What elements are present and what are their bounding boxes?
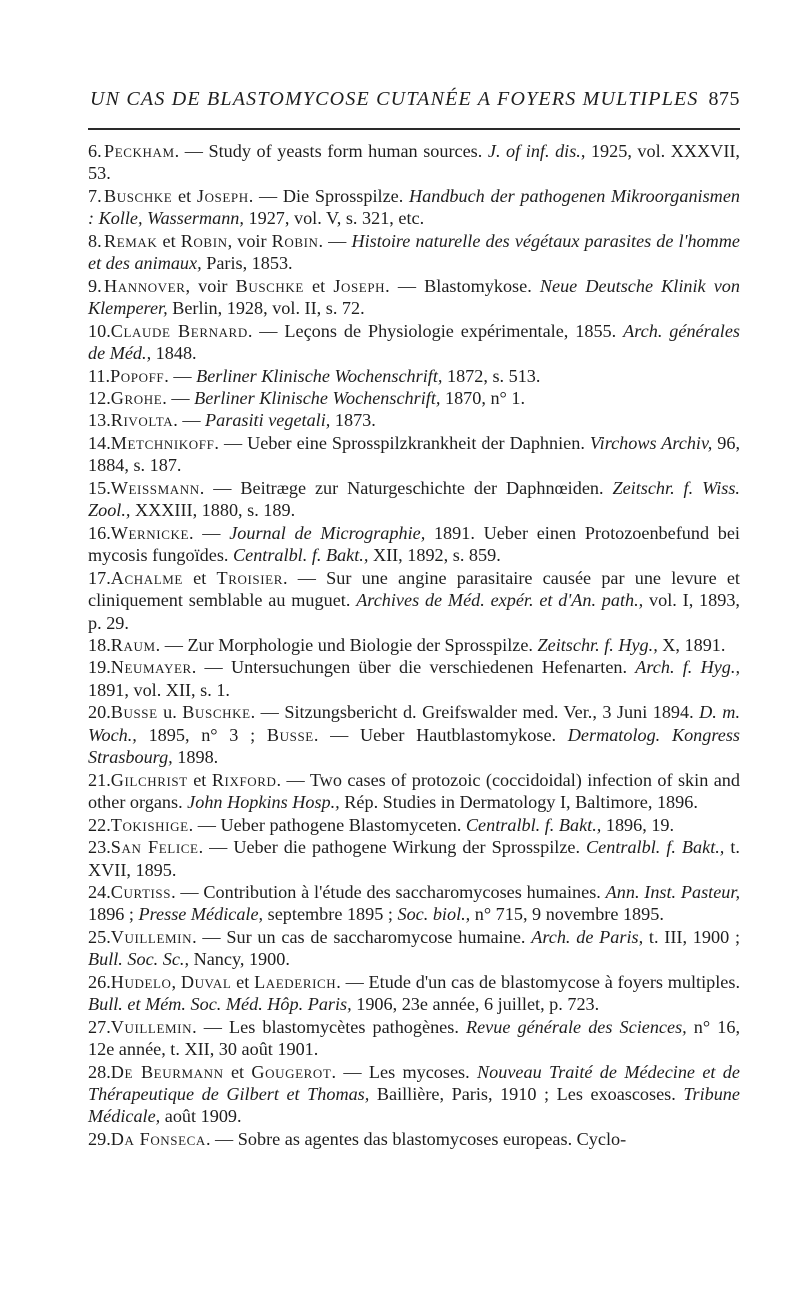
reference-text: t. III, 1900 ; (643, 926, 740, 947)
reference-text: . — (318, 230, 352, 251)
reference-text: 1873. (330, 410, 376, 431)
reference-text: et (182, 567, 217, 588)
reference-text: 1891. Ueber einen Protozoenbefund bei mycosis fungoïdes. (88, 522, 740, 566)
reference-text: août 1909. (160, 1106, 242, 1127)
reference-entry (88, 971, 740, 1016)
author-name: Grohe (110, 387, 163, 408)
running-title: UN CAS DE BLASTOMYCOSE CUTANÉE A FOYERS MULTIPLES (90, 88, 699, 110)
reference-entry (88, 567, 740, 634)
reference-text: XII, 1892, s. 859. (368, 545, 501, 566)
author-name: San Felice (110, 837, 199, 858)
reference-text: . — Sobre as agentes das blastomycoses europeas. Cyclo- (205, 1128, 627, 1149)
reference-entry (88, 185, 740, 230)
reference-entry (88, 409, 740, 431)
author-name: Busse (110, 702, 158, 723)
reference-text: 1891, vol. XII, s. 1. (88, 679, 230, 700)
reference-text: septembre 1895 ; (263, 904, 398, 925)
author-name: Vuillemin (110, 1016, 193, 1037)
reference-text: u. (157, 702, 183, 723)
reference-entry (88, 769, 740, 814)
reference-number: 14. (88, 432, 111, 453)
reference-text: 1927, vol. V, s. 321, etc. (243, 208, 425, 229)
author-name: Buschke (182, 702, 251, 723)
reference-text: et (157, 230, 181, 251)
reference-text: . — (164, 365, 197, 386)
publication-title: Handbuch der pathogenen Mikroorganismen : Kolle, Wassermann, (88, 185, 740, 229)
publication-title: Zeitschr. f. Wiss. Zool., (88, 477, 740, 521)
reference-text: , voir (227, 230, 272, 251)
reference-text: . — Ueber pathogene Blastomyceten. (188, 814, 466, 835)
reference-entry (88, 140, 740, 185)
reference-entry (88, 1128, 740, 1150)
reference-number: 8. (88, 230, 102, 251)
author-name: Hannover (104, 275, 186, 296)
reference-number: 21. (88, 769, 111, 790)
reference-text: Rép. Studies in Dermatology I, Baltimore, 1896. (339, 792, 698, 813)
reference-text: Berlin, 1928, vol. II, s. 72. (167, 298, 365, 319)
publication-title: Nouveau Traité de Médecine et de Thérapeutique de Gilbert et Thomas, (88, 1061, 740, 1105)
publication-title: Revue générale des Sciences, (465, 1016, 687, 1037)
reference-text: . — Beitræge zur Naturgeschichte der Daphnœiden. (199, 477, 613, 498)
reference-number: 24. (88, 881, 111, 902)
author-name: Curtiss (110, 881, 172, 902)
author-name: Hudelo (110, 971, 172, 992)
reference-text: X, 1891. (657, 634, 726, 655)
author-name: Robin (180, 230, 228, 251)
reference-entry (88, 230, 740, 275)
reference-text: t. XVII, 1895. (88, 837, 740, 880)
reference-text: . — Blastomykose. (385, 275, 540, 296)
publication-title: D. m. Woch., (88, 702, 740, 745)
reference-text: n° 16, 12e année, t. XII, 30 août 1901. (88, 1016, 740, 1060)
author-name: Duval (180, 971, 232, 992)
reference-text: . — Sitzungsbericht d. Greifswalder med. Ver., 3 Juni 1894. (250, 702, 700, 723)
publication-title: John Hopkins Hosp., (187, 792, 340, 813)
author-name: Joseph (333, 275, 386, 296)
reference-text: . — Die Sprosspilze. (248, 185, 409, 206)
author-name: Troisier (216, 567, 283, 588)
author-name: Metchnikoff (110, 432, 215, 453)
reference-text: . — Ueber eine Sprosspilzkrankheit der Daphnien. (214, 432, 590, 453)
reference-text: . — (173, 410, 206, 431)
author-name: Achalme (110, 567, 183, 588)
publication-title: Dermatolog. Kongress Strasbourg, (88, 724, 740, 768)
reference-number: 10. (88, 320, 111, 341)
reference-number: 12. (88, 387, 111, 408)
publication-title: Arch. de Paris, (531, 926, 644, 947)
publication-title: Berliner Klinische Wochenschrift, (196, 365, 443, 386)
reference-entry (88, 701, 740, 768)
author-name: Peckham (104, 141, 175, 161)
reference-text: . — Ueber die pathogene Wirkung der Sprosspilze. (198, 837, 587, 858)
reference-number: 29. (88, 1128, 111, 1149)
reference-text: . — Untersuchungen über die verschiedenen Hefenarten. (191, 657, 636, 678)
author-name: Busse (266, 724, 314, 745)
reference-text: 96, 1884, s. 187. (88, 432, 741, 476)
page-number: 875 (708, 88, 740, 110)
reference-entry (88, 634, 740, 656)
publication-title: Soc. biol., (397, 904, 471, 925)
publication-title: Tribune Médicale, (88, 1084, 740, 1127)
reference-text: . — Les blastomycètes pathogènes. (192, 1016, 466, 1037)
reference-entry (88, 814, 740, 836)
reference-number: 26. (88, 971, 111, 992)
reference-entry (88, 275, 740, 320)
author-name: Vuillemin (110, 926, 193, 947)
author-name: Weissmann (110, 477, 200, 498)
publication-title: Centralbl. f. Bakt., (465, 814, 602, 835)
author-name: Neumayer (110, 657, 192, 678)
reference-entry (88, 387, 740, 409)
reference-number: 7. (88, 185, 102, 206)
publication-title: Archives de Méd. expér. et d'An. path., (356, 590, 644, 611)
publication-title: Centralbl. f. Bakt., (233, 545, 369, 566)
publication-title: Arch. f. Hyg., (635, 657, 740, 678)
author-name: Rivolta (110, 410, 174, 431)
reference-number: 20. (88, 702, 111, 723)
reference-number: 9. (88, 275, 102, 296)
reference-number: 23. (88, 837, 111, 858)
publication-title: Presse Médicale, (138, 904, 264, 925)
reference-text: et (303, 275, 334, 296)
reference-text: 1870, n° 1. (440, 387, 526, 408)
reference-text: et (187, 769, 212, 790)
author-name: Joseph (196, 185, 249, 206)
reference-entry (88, 1016, 740, 1061)
publication-title: Centralbl. f. Bakt., (586, 837, 725, 858)
author-name: Robin (271, 230, 319, 251)
author-name: Claude Bernard (110, 320, 248, 341)
reference-text: . — Sur un cas de saccharomycose humaine. (192, 926, 532, 947)
reference-number: 25. (88, 926, 111, 947)
author-name: Popoff (110, 365, 165, 386)
reference-text: et (231, 971, 255, 992)
reference-number: 6. (88, 141, 102, 161)
publication-title: Neue Deutsche Klinik von Klemperer, (88, 275, 740, 319)
reference-entry (88, 836, 740, 881)
reference-text: vol. I, 1893, p. 29. (88, 590, 740, 633)
reference-text: Baillière, Paris, 1910 ; Les exoascoses. (369, 1084, 684, 1105)
author-name: Gilchrist (110, 769, 188, 790)
reference-text: 1896, 19. (601, 814, 675, 835)
publication-title: Bull. Soc. Sc., (88, 949, 190, 970)
reference-text: . — Two cases of protozoic (coccidoidal) infection of skin and other organs. (88, 769, 740, 813)
author-name: Buschke (104, 185, 173, 206)
author-name: Buschke (235, 275, 304, 296)
reference-text: . — (162, 387, 195, 408)
author-name: Wernicke (110, 522, 190, 543)
publication-title: Arch. générales de Méd., (88, 320, 741, 364)
publication-title: Parasiti vegetali, (205, 410, 331, 431)
reference-text: XXXIII, 1880, s. 189. (130, 500, 296, 521)
reference-entry (88, 477, 740, 522)
author-name: Laederich (254, 971, 337, 992)
reference-text: et (223, 1061, 252, 1082)
reference-text: 1896 ; (88, 904, 139, 925)
reference-entry (88, 1061, 740, 1128)
publication-title: J. of inf. dis. (487, 141, 581, 161)
publication-title: Ann. Inst. Pasteur, (605, 881, 741, 902)
reference-text: . — Sur une angine parasitaire causée par une levure et cliniquement semblable au muguet. (88, 567, 740, 611)
reference-text: . — Study of yeasts form human sources. (174, 141, 488, 161)
reference-list (88, 140, 740, 1150)
publication-title: Journal de Micrographie, (229, 522, 426, 543)
running-header (90, 88, 740, 111)
reference-number: 13. (88, 410, 111, 431)
reference-text: . — Ueber Hautblastomykose. (313, 724, 568, 745)
author-name: Da Fonseca (110, 1128, 206, 1149)
reference-entry (88, 432, 740, 477)
reference-text: n° 715, 9 novembre 1895. (470, 904, 664, 925)
reference-text: et (172, 185, 197, 206)
reference-number: 22. (88, 814, 111, 835)
publication-title: Histoire naturelle des végétaux parasites de l'homme et des animaux, (88, 230, 740, 274)
publication-title: Berliner Klinische Wochenschrift, (194, 387, 441, 408)
author-name: Remak (104, 230, 158, 251)
reference-number: 17. (88, 567, 111, 588)
reference-entry (88, 522, 740, 567)
reference-number: 15. (88, 477, 111, 498)
reference-text: 1895, n° 3 ; (136, 724, 267, 745)
reference-number: 16. (88, 522, 111, 543)
reference-text: . — Zur Morphologie und Biologie der Sprosspilze. (155, 634, 538, 655)
reference-entry (88, 365, 740, 387)
author-name: Gougerot (251, 1061, 332, 1082)
reference-entry (88, 881, 740, 926)
author-name: Rixford (211, 769, 277, 790)
reference-number: 27. (88, 1016, 111, 1037)
reference-text: 1906, 23e année, 6 juillet, p. 723. (351, 994, 600, 1015)
reference-number: 28. (88, 1061, 111, 1082)
reference-number: 11. (88, 365, 111, 386)
publication-title: Bull. et Mém. Soc. Méd. Hôp. Paris, (88, 994, 352, 1015)
reference-text: . — (189, 522, 230, 543)
reference-text: , 1925, vol. XXXVII, 53. (88, 141, 740, 184)
publication-title: Virchows Archiv, (589, 432, 713, 453)
reference-text: , voir (185, 275, 236, 296)
reference-entry (88, 320, 740, 365)
author-name: Raum (110, 634, 156, 655)
reference-number: 19. (88, 657, 111, 678)
reference-text: . — Etude d'un cas de blastomycose à foyers multiples. (336, 971, 741, 992)
reference-text: Nancy, 1900. (189, 949, 290, 970)
reference-text: . — Contribution à l'étude des saccharomycoses humaines. (171, 881, 606, 902)
author-name: De Beurmann (110, 1061, 224, 1082)
publication-title: Zeitschr. f. Hyg., (537, 634, 658, 655)
author-name: Tokishige (110, 814, 189, 835)
reference-entry (88, 926, 740, 971)
reference-text: 1872, s. 513. (442, 365, 541, 386)
reference-text: Paris, 1853. (201, 253, 293, 274)
reference-text: . — Les mycoses. (331, 1061, 478, 1082)
reference-text: . — Leçons de Physiologie expérimentale, 1855. (247, 320, 624, 341)
reference-text: , (171, 971, 181, 992)
reference-entry (88, 656, 740, 701)
reference-text: 1848. (151, 343, 197, 364)
header-rule (88, 128, 740, 130)
reference-text: 1898. (172, 747, 219, 768)
reference-number: 18. (88, 634, 111, 655)
